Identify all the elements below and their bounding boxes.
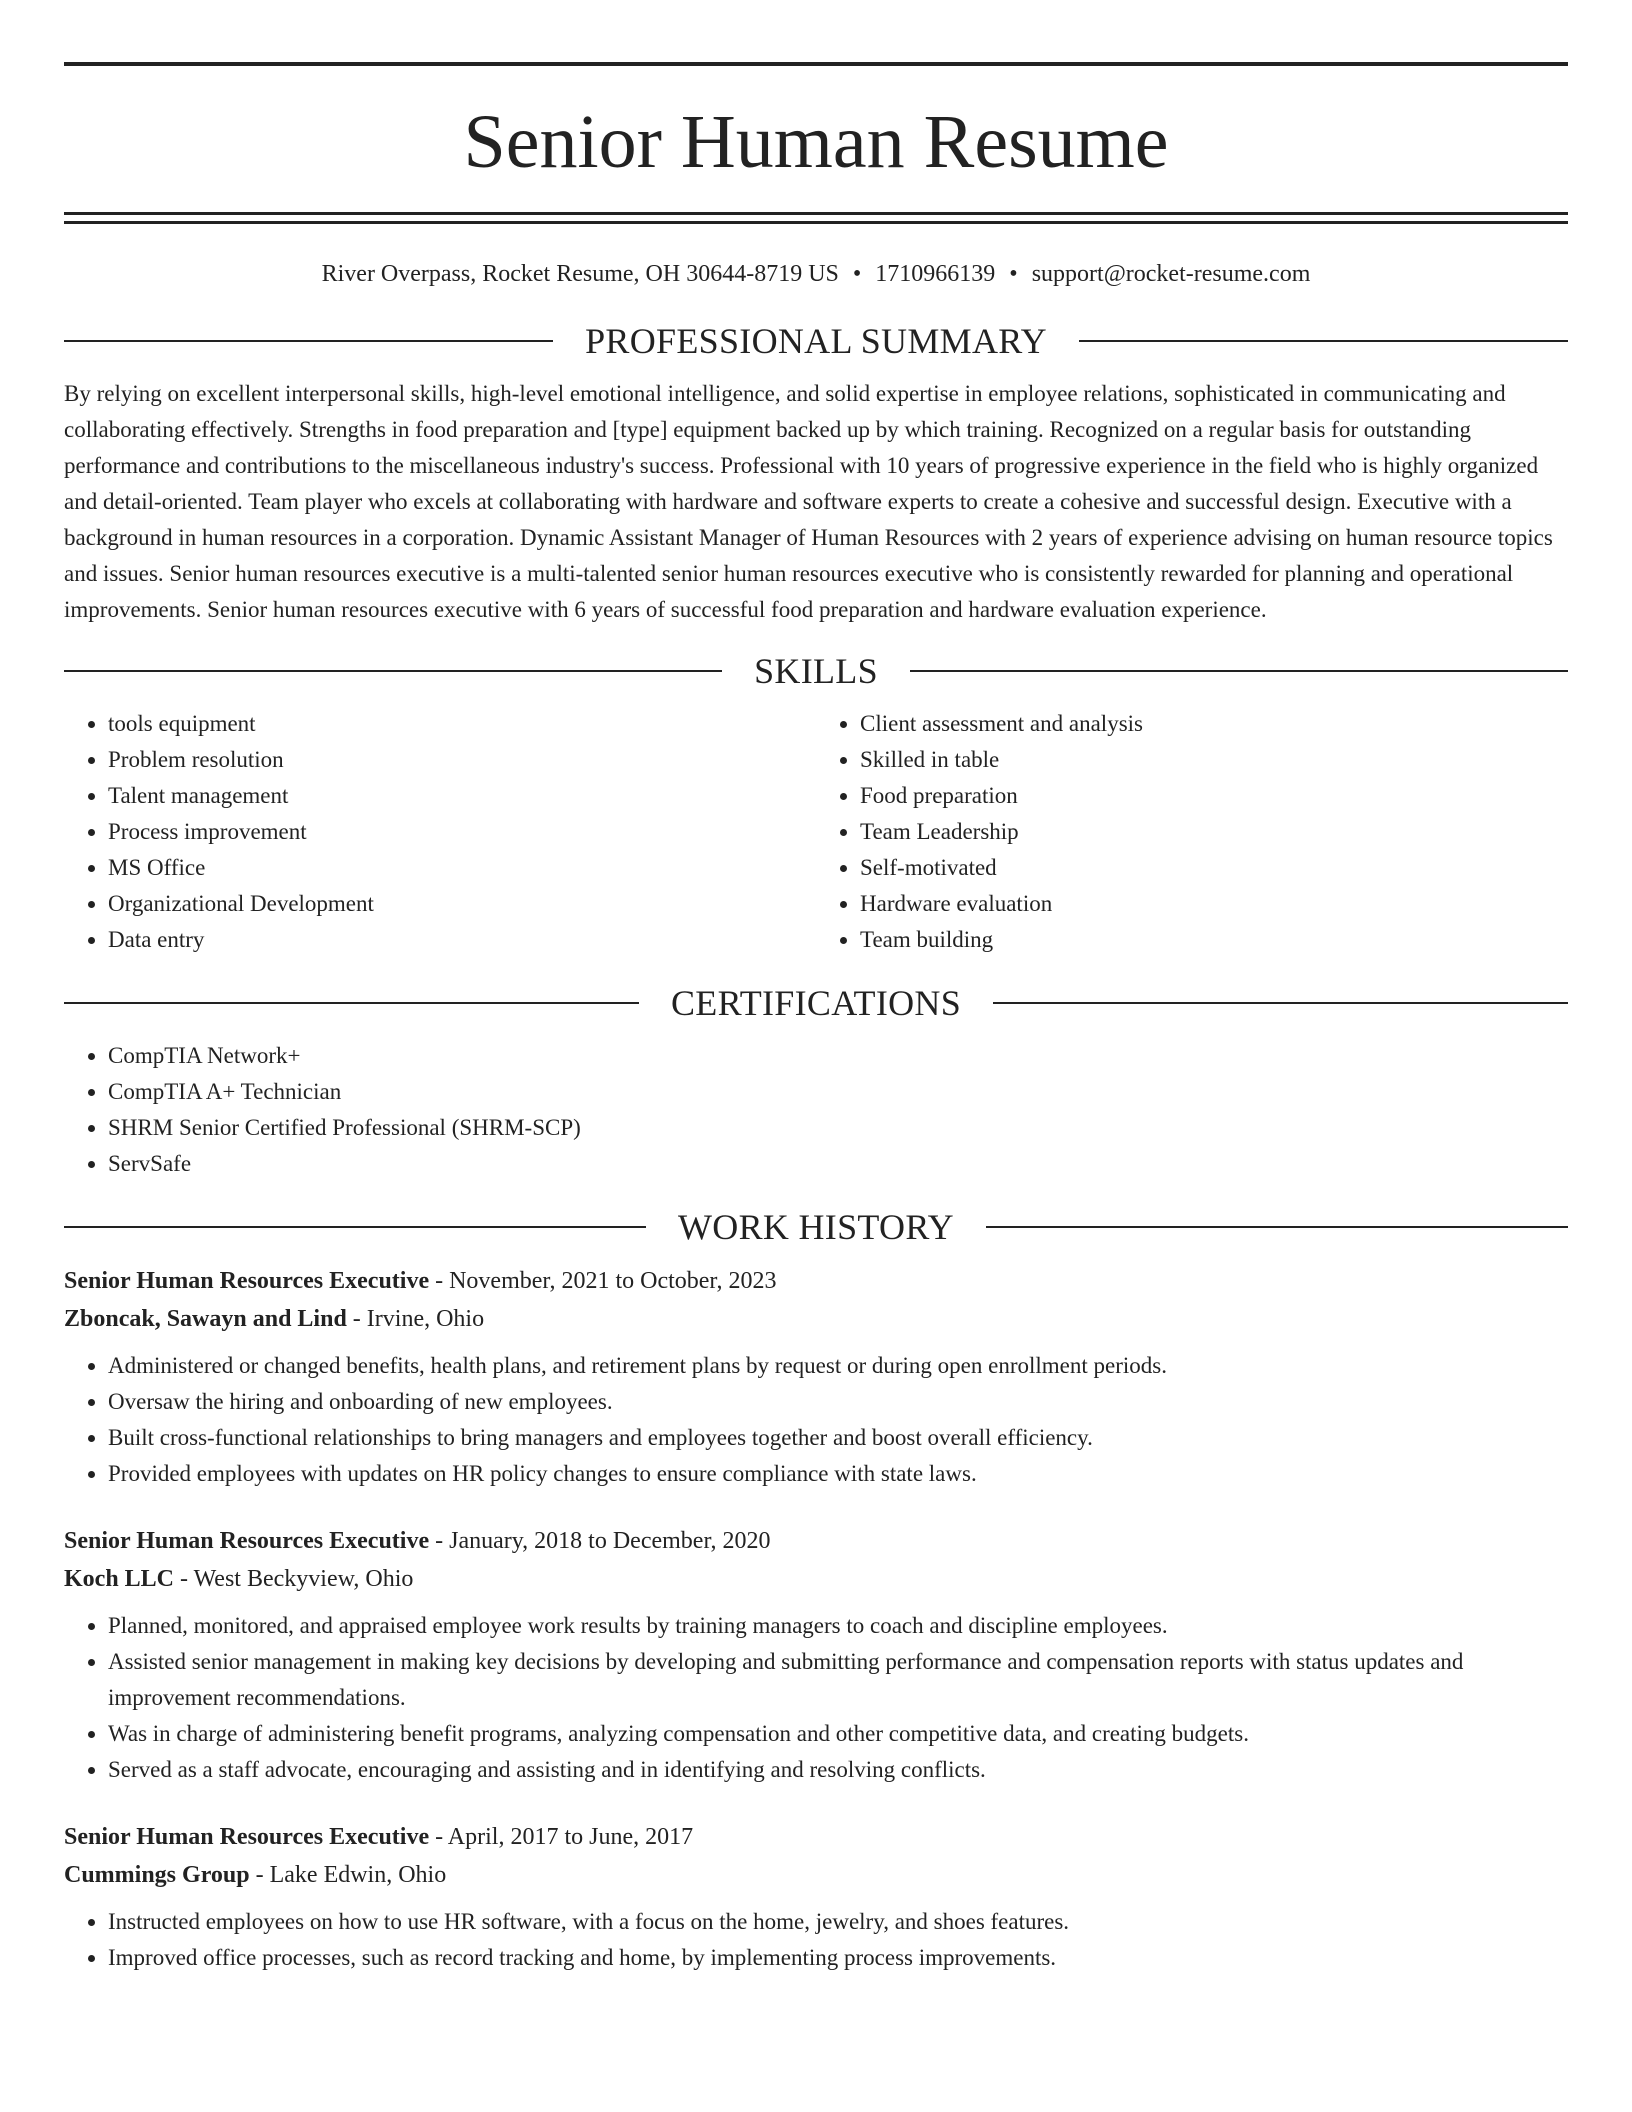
- resume-name: Senior Human Resume: [463, 100, 1169, 184]
- job-title-line: [64, 1262, 1568, 1300]
- skill-item: • Self-motivated: [860, 850, 1568, 886]
- skill-item: • Talent management: [108, 778, 816, 814]
- top-rule: [64, 62, 1568, 66]
- section-rule-right: [910, 670, 1568, 672]
- certification-item: • SHRM Senior Certified Professional (SHRM-SCP): [108, 1110, 1568, 1146]
- job-title-line: [64, 1818, 1568, 1856]
- job-title: Senior Human Resources Executive: [64, 1528, 430, 1554]
- skill-item: • Data entry: [108, 922, 816, 958]
- certification-item: • CompTIA A+ Technician: [108, 1074, 1568, 1110]
- certifications-section-header: [64, 980, 1568, 1026]
- skill-item: • Problem resolution: [108, 742, 816, 778]
- job-bullet: • Was in charge of administering benefit programs, analyzing compensation and other competitive data, and creating budgets.: [108, 1716, 1568, 1752]
- section-rule-right: [993, 1002, 1568, 1004]
- section-rule-left: [64, 1002, 639, 1004]
- skill-item: • Organizational Development: [108, 886, 816, 922]
- job-company-line: [64, 1300, 1568, 1338]
- skills-grid: [64, 706, 1568, 958]
- job-bullet: • Provided employees with updates on HR policy changes to ensure compliance with state laws.: [108, 1456, 1568, 1492]
- job-bullet: • Administered or changed benefits, health plans, and retirement plans by request or during open enrollment periods.: [108, 1348, 1568, 1384]
- summary-heading: PROFESSIONAL SUMMARY: [585, 321, 1047, 361]
- contact-email: support@rocket-resume.com: [1031, 261, 1311, 287]
- job-company-line: [64, 1560, 1568, 1598]
- job-company: Cummings Group: [64, 1862, 250, 1888]
- job-bullet: • Built cross-functional relationships to bring managers and employees together and boost overall efficiency.: [108, 1420, 1568, 1456]
- job-title: Senior Human Resources Executive: [64, 1268, 430, 1294]
- certification-item: • CompTIA Network+: [108, 1038, 1568, 1074]
- job-bullet: • Improved office processes, such as record tracking and home, by implementing process improvements.: [108, 1940, 1568, 1976]
- job-entry: [64, 1522, 1568, 1788]
- job-bullet: • Planned, monitored, and appraised employee work results by training managers to coach and discipline employees.: [108, 1608, 1568, 1644]
- resume-page: [64, 0, 1568, 1976]
- skill-item: • Client assessment and analysis: [860, 706, 1568, 742]
- skills-list-right: [816, 706, 1568, 958]
- job-bullet: • Oversaw the hiring and onboarding of new employees.: [108, 1384, 1568, 1420]
- skills-list-left: [64, 706, 816, 958]
- skill-item: • Hardware evaluation: [860, 886, 1568, 922]
- contact-separator: •: [852, 261, 862, 287]
- job-location: - Irvine, Ohio: [346, 1306, 485, 1332]
- double-rule: [64, 212, 1568, 224]
- skills-section-header: [64, 648, 1568, 694]
- job-bullets: [64, 1608, 1568, 1788]
- job-title-line: [64, 1522, 1568, 1560]
- skill-item: • Skilled in table: [860, 742, 1568, 778]
- job-bullet: • Assisted senior management in making key decisions by developing and submitting performance and compensation reports with status updates and improvement recommendations.: [108, 1644, 1568, 1716]
- contact-phone: 1710966139: [875, 261, 996, 287]
- skill-item: • Team Leadership: [860, 814, 1568, 850]
- job-bullets: [64, 1348, 1568, 1492]
- summary-text: By relying on excellent interpersonal skills, high-level emotional intelligence, and solid expertise in employee relations, sophisticated in communicating and collaborating effectively. Strengths in food preparation and [type] equipment backed up by which training. Recognized on a regular basis for outstanding performance and contributions to the miscellaneous industry's success. Professional with 10 years of progressive experience in the field who is highly organized and detail-oriented. Team player who excels at collaborating with hardware and software experts to create a cohesive and successful design. Executive with a background in human resources in a corporation. Dynamic Assistant Manager of Human Resources with 2 years of experience advising on human resource topics and issues. Senior human resources executive is a multi-talented senior human resources executive who is consistently rewarded for planning and operational improvements. Senior human resources executive with 6 years of successful food preparation and hardware evaluation experience.: [64, 381, 1553, 622]
- job-dates: - January, 2018 to December, 2020: [429, 1528, 771, 1554]
- job-title: Senior Human Resources Executive: [64, 1824, 430, 1850]
- job-dates: - November, 2021 to October, 2023: [429, 1268, 777, 1294]
- skill-item: • Team building: [860, 922, 1568, 958]
- skill-item: • Process improvement: [108, 814, 816, 850]
- job-entry: [64, 1818, 1568, 1976]
- section-rule-left: [64, 1226, 646, 1228]
- job-entry: [64, 1262, 1568, 1492]
- job-company: Koch LLC: [64, 1566, 175, 1592]
- certifications-list: [64, 1038, 1568, 1182]
- job-company: Zboncak, Sawayn and Lind: [64, 1306, 347, 1332]
- contact-separator: •: [1009, 261, 1018, 287]
- skills-heading: SKILLS: [754, 651, 878, 691]
- contact-line: [64, 258, 1568, 290]
- section-rule-left: [64, 340, 553, 342]
- certifications-heading: CERTIFICATIONS: [670, 983, 962, 1023]
- job-location: - Lake Edwin, Ohio: [249, 1862, 447, 1888]
- job-bullet: • Served as a staff advocate, encouraging and assisting and in identifying and resolving conflicts.: [108, 1752, 1568, 1788]
- job-company-line: [64, 1856, 1568, 1894]
- section-rule-left: [64, 670, 722, 672]
- contact-address: River Overpass, Rocket Resume, OH 30644-8719 US: [321, 261, 839, 287]
- skill-item: • Food preparation: [860, 778, 1568, 814]
- certification-item: • ServSafe: [108, 1146, 1568, 1182]
- summary-section-header: [64, 318, 1568, 364]
- skill-item: • MS Office: [108, 850, 816, 886]
- job-bullet: • Instructed employees on how to use HR software, with a focus on the home, jewelry, and shoes features.: [108, 1904, 1568, 1940]
- work-heading: WORK HISTORY: [678, 1207, 954, 1247]
- section-rule-right: [986, 1226, 1568, 1228]
- work-section-header: [64, 1204, 1568, 1250]
- job-bullets: [64, 1904, 1568, 1976]
- section-rule-right: [1079, 340, 1568, 342]
- job-dates: - April, 2017 to June, 2017: [429, 1824, 694, 1850]
- skill-item: • tools equipment: [108, 706, 816, 742]
- job-location: - West Beckyview, Ohio: [174, 1566, 414, 1592]
